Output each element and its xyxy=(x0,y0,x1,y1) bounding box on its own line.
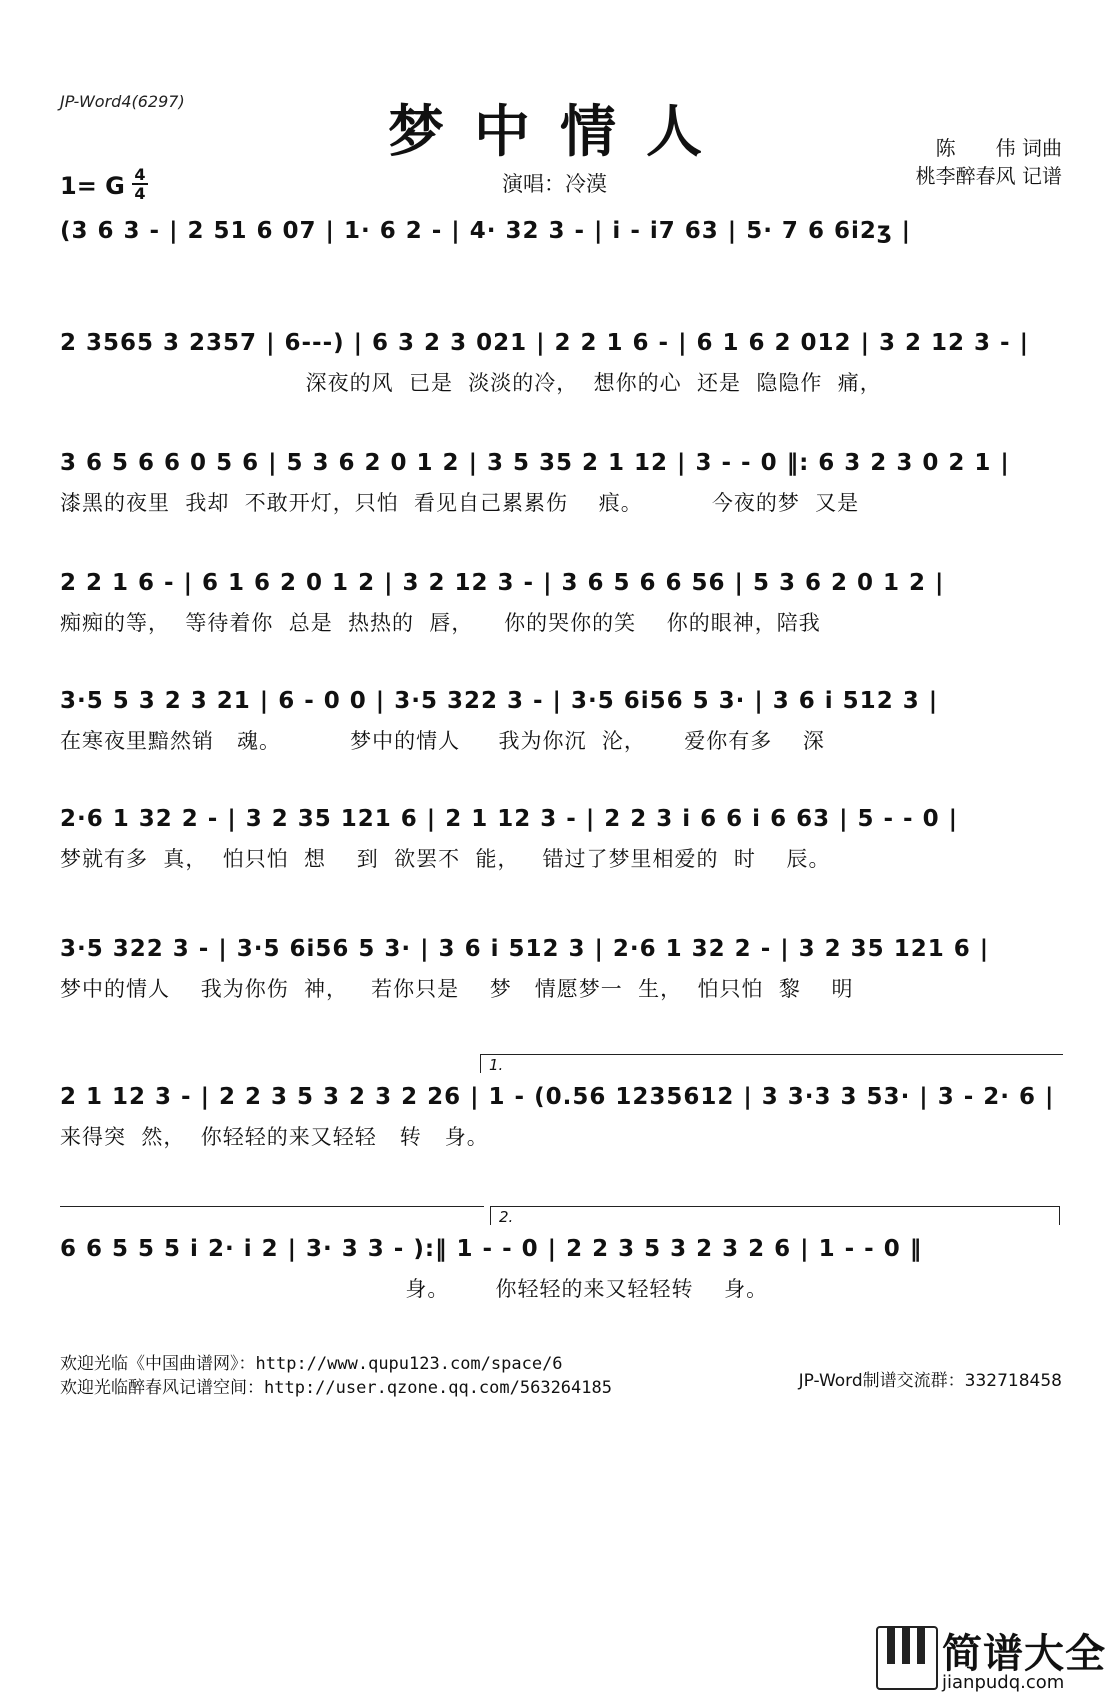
notation-line: 2 2 1 6 - | 6 1 6 2 0 1 2 | 3 2 12 3 - | 3 6 5 6 6 56 | 5 3 6 2 0 1 2 | xyxy=(60,570,945,596)
score-system xyxy=(60,802,1064,874)
score-system xyxy=(60,566,1064,638)
singer-credit: 演唱：冷漠 xyxy=(502,172,607,196)
lyric-line: 来得突 然， 你轻轻的来又轻轻 转 身。 xyxy=(60,1125,489,1149)
notation-line: 3·5 5 3 2 3 21 | 6 - 0 0 | 3·5 322 3 - | 3·5 6i56 5 3· | 3 6 i 512 3 | xyxy=(60,688,939,714)
key-signature: 1= G xyxy=(60,172,125,200)
score-system xyxy=(60,326,1064,398)
repeat-bracket-line xyxy=(60,1206,484,1207)
notation-line: 3·5 322 3 - | 3·5 6i56 5 3· | 3 6 i 512 3 | 2·6 1 32 2 - | 3 2 35 121 6 | xyxy=(60,936,990,962)
lyric-line: 梦中的情人 我为你伤 神， 若你只是 梦 情愿梦一 生， 怕只怕 黎 明 xyxy=(60,977,854,1001)
lyric-line: 深夜的风 已是 淡淡的冷， 想你的心 还是 隐隐作 痛， xyxy=(60,371,882,395)
time-signature xyxy=(132,166,148,202)
second-ending-bracket xyxy=(490,1206,1060,1225)
lyric-line: 在寒夜里黯然销 魂。 梦中的情人 我为你沉 沦， 爱你有多 深 xyxy=(60,729,825,753)
composer-credit: 陈 伟 词曲 xyxy=(935,136,1062,160)
watermark-brand: 简谱大全 xyxy=(942,1631,1106,1677)
footer-link-1[interactable]: 欢迎光临《中国曲谱网》：http://www.qupu123.com/space/6 xyxy=(60,1354,563,1374)
notation-line: 2·6 1 32 2 - | 3 2 35 121 6 | 2 1 12 3 - | 2 2 3 i 6 6 i 6 63 | 5 - - 0 | xyxy=(60,806,959,832)
watermark-logo xyxy=(876,1622,1108,1696)
footer-link-2[interactable]: 欢迎光临醉春风记谱空间：http://user.qzone.qq.com/563264185 xyxy=(60,1378,612,1398)
notation-line: (3 6 3 - | 2 51 6 07 | 1· 6 2 - | 4· 32 3 - | i - i7 63 | 5· 7 6 6i2ʒ | xyxy=(60,218,911,244)
notation-line: 2 3565 3 2357 | 6---) | 6 3 2 3 021 | 2 2 1 6 - | 6 1 6 2 012 | 3 2 12 3 - | xyxy=(60,330,1029,356)
footer-links xyxy=(60,1352,612,1400)
score-system xyxy=(60,684,1064,756)
software-label: JP-Word4(6297) xyxy=(60,92,185,111)
lyric-line: 梦就有多 真， 怕只怕 想 到 欲罢不 能， 错过了梦里相爱的 时 辰。 xyxy=(60,847,831,871)
notation-line: 2 1 12 3 - | 2 2 3 5 3 2 3 2 26 | 1 - (0.56 1235612 | 3 3·3 3 53· | 3 - 2· 6 | xyxy=(60,1084,1055,1110)
first-ending-label: 1. xyxy=(489,1056,504,1074)
watermark-url: jianpudq.com xyxy=(942,1672,1065,1693)
score-system xyxy=(60,932,1064,1004)
time-signature-top: 4 xyxy=(134,165,146,184)
group-info: JP-Word制谱交流群：332718458 xyxy=(798,1371,1062,1391)
notation-line: 6 6 5 5 5 i 2· i 2 | 3· 3 3 - ):‖ 1 - - 0 | 2 2 3 5 3 2 3 2 6 | 1 - - 0 ‖ xyxy=(60,1236,923,1262)
lyric-line: 痴痴的等， 等待着你 总是 热热的 唇， 你的哭你的笑 你的眼神，陪我 xyxy=(60,611,821,635)
score-system xyxy=(60,446,1064,518)
notation-line: 3 6 5 6 6 0 5 6 | 5 3 6 2 0 1 2 | 3 5 35 2 1 12 | 3 - - 0 ‖: 6 3 2 3 0 2 1 | xyxy=(60,450,1010,476)
time-signature-bottom: 4 xyxy=(134,184,146,203)
score-system xyxy=(60,214,1064,286)
first-ending-bracket xyxy=(480,1054,1063,1073)
lyric-line: 漆黑的夜里 我却 不敢开灯，只怕 看见自己累累伤 痕。 今夜的梦 又是 xyxy=(60,491,860,515)
lyric-line xyxy=(60,256,1064,286)
song-title: 梦中情人 xyxy=(388,99,732,165)
score-system xyxy=(60,1232,1064,1304)
piano-keys-icon xyxy=(876,1626,938,1690)
lyric-line: 身。 你轻轻的来又轻轻转 身。 xyxy=(60,1277,769,1301)
transcriber-credit: 桃李醉春风 记谱 xyxy=(915,164,1062,188)
second-ending-label: 2. xyxy=(499,1208,514,1226)
score-system xyxy=(60,1080,1064,1152)
